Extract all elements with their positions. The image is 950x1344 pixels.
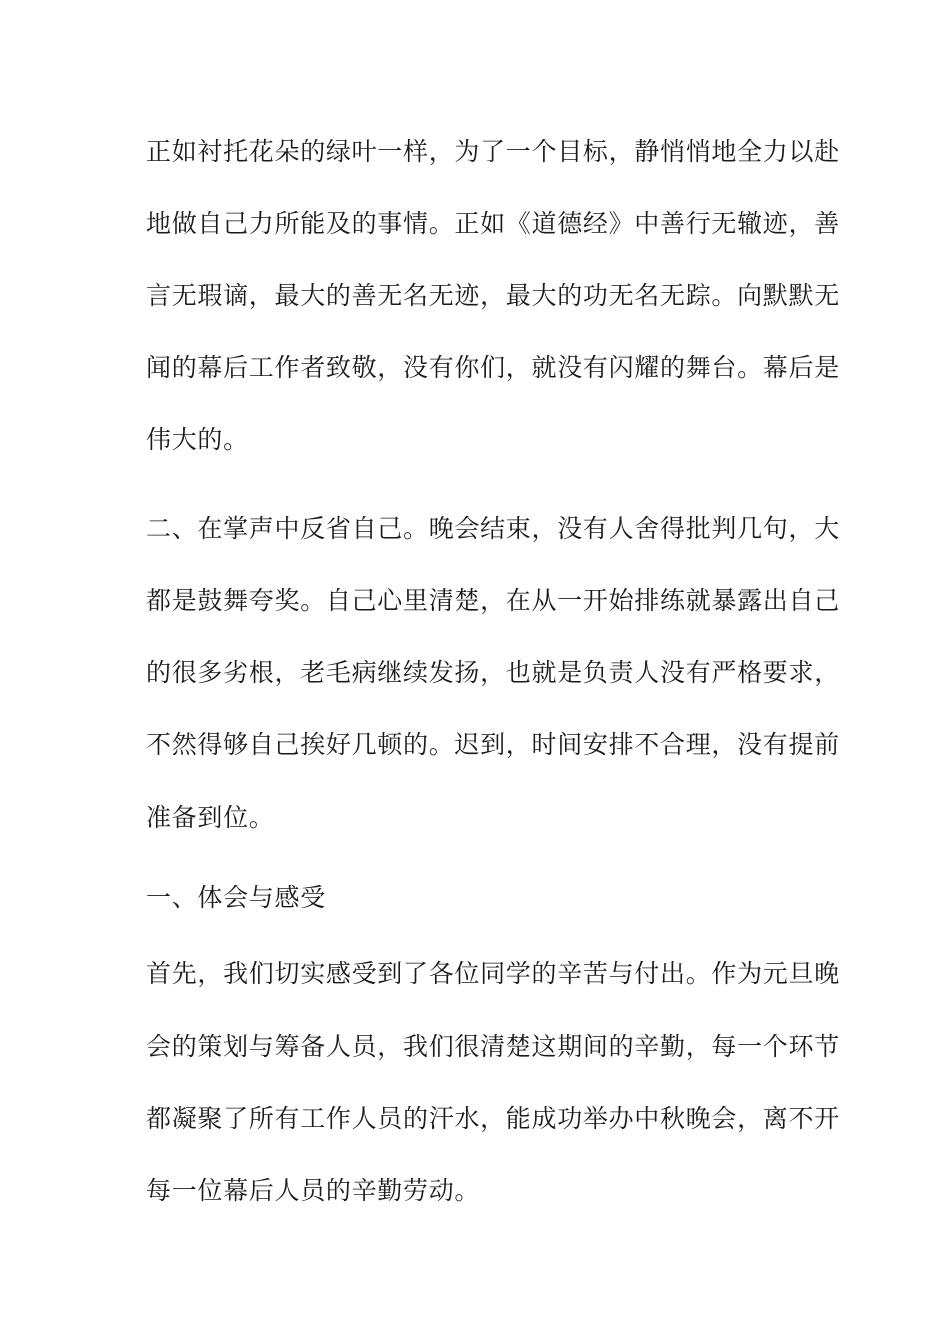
text-line: 言无瑕谪，最大的善无名无迹，最大的功无名无踪。向默默无 <box>146 281 840 310</box>
text-line: 伟大的。 <box>146 425 249 454</box>
text-line: 都是鼓舞夸奖。自己心里清楚，在从一开始排练就暴露出自己 <box>146 586 840 615</box>
text-line: 都凝聚了所有工作人员的汗水，能成功举办中秋晚会，离不开 <box>146 1104 840 1133</box>
text-line: 会的策划与筹备人员，我们很清楚这期间的辛勤，每一个环节 <box>146 1032 840 1061</box>
text-line: 地做自己力所能及的事情。正如《道德经》中善行无辙迹，善 <box>146 209 840 238</box>
text-line: 准备到位。 <box>146 803 275 832</box>
text-line: 的很多劣根，老毛病继续发扬，也就是负责人没有严格要求， <box>146 658 840 687</box>
text-line: 闻的幕后工作者致敬，没有你们，就没有闪耀的舞台。幕后是 <box>146 353 840 382</box>
text-line: 每一位幕后人员的辛勤劳动。 <box>146 1176 481 1205</box>
text-line: 首先，我们切实感受到了各位同学的辛苦与付出。作为元旦晚 <box>146 959 840 988</box>
text-line: 正如衬托花朵的绿叶一样，为了一个目标，静悄悄地全力以赴 <box>146 137 840 166</box>
text-line: 二、在掌声中反省自己。晚会结束，没有人舍得批判几句，大 <box>146 514 840 543</box>
text-line: 不然得够自己挨好几顿的。迟到，时间安排不合理，没有提前 <box>146 730 840 759</box>
section-heading: 一、体会与感受 <box>146 883 326 912</box>
